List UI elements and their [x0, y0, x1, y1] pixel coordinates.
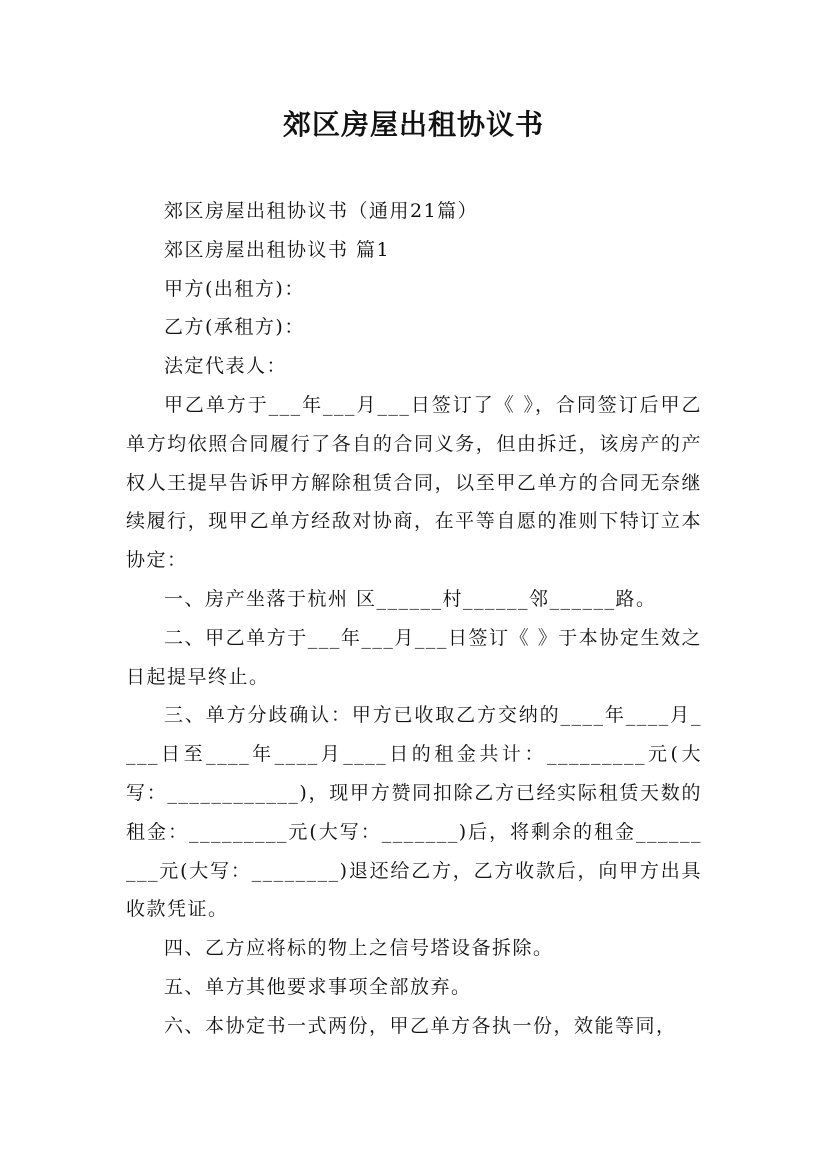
paragraph-clause-4: 四、乙方应将标的物上之信号塔设备拆除。 — [164, 937, 554, 960]
paragraph-clause-3: 三、单方分歧确认：甲方已收取乙方交纳的____年____月____日至____年____月____日的租金共计：_________元(大写：____________)，现甲方赞同扣除乙方已经实际租赁天数的租金：_________元(大写：_______)后，将剩余的租金_________元(大写：________)退还给乙方，乙方收款后，向甲方出具收款凭证。 — [126, 704, 702, 921]
paragraph-clause-1: 一、房产坐落于杭州 区______村______邻______路。 — [164, 587, 657, 610]
paragraph-section-heading: 郊区房屋出租协议书 篇1 — [164, 238, 391, 261]
document-body — [126, 192, 702, 1046]
paragraph-clause-5: 五、单方其他要求事项全部放弃。 — [164, 975, 472, 998]
paragraph-clause-6: 六、本协定书一式两份，甲乙单方各执一份，效能等同， — [164, 1014, 677, 1037]
paragraph-party-a: 甲方(出租方)： — [164, 277, 305, 300]
document-title: 郊区房屋出租协议书 — [282, 108, 544, 141]
paragraph-party-b: 乙方(承租方)： — [164, 316, 305, 339]
paragraph-clause-2: 二、甲乙单方于___年___月___日签订《 》于本协定生效之日起提早终止。 — [126, 626, 702, 688]
paragraph-preamble: 甲乙单方于___年___月___日签订了《 》，合同签订后甲乙单方均依照合同履行了各自的合同义务，但由拆迁，该房产的产权人王提早告诉甲方解除租赁合同，以至甲乙单方的合同无奈继续履行，现甲乙单方经敌对协商，在平等自愿的准则下特订立本协定： — [126, 393, 702, 572]
paragraph-legal-representative: 法定代表人： — [164, 355, 288, 378]
paragraph-subtitle: 郊区房屋出租协议书（通用21篇） — [164, 200, 479, 222]
